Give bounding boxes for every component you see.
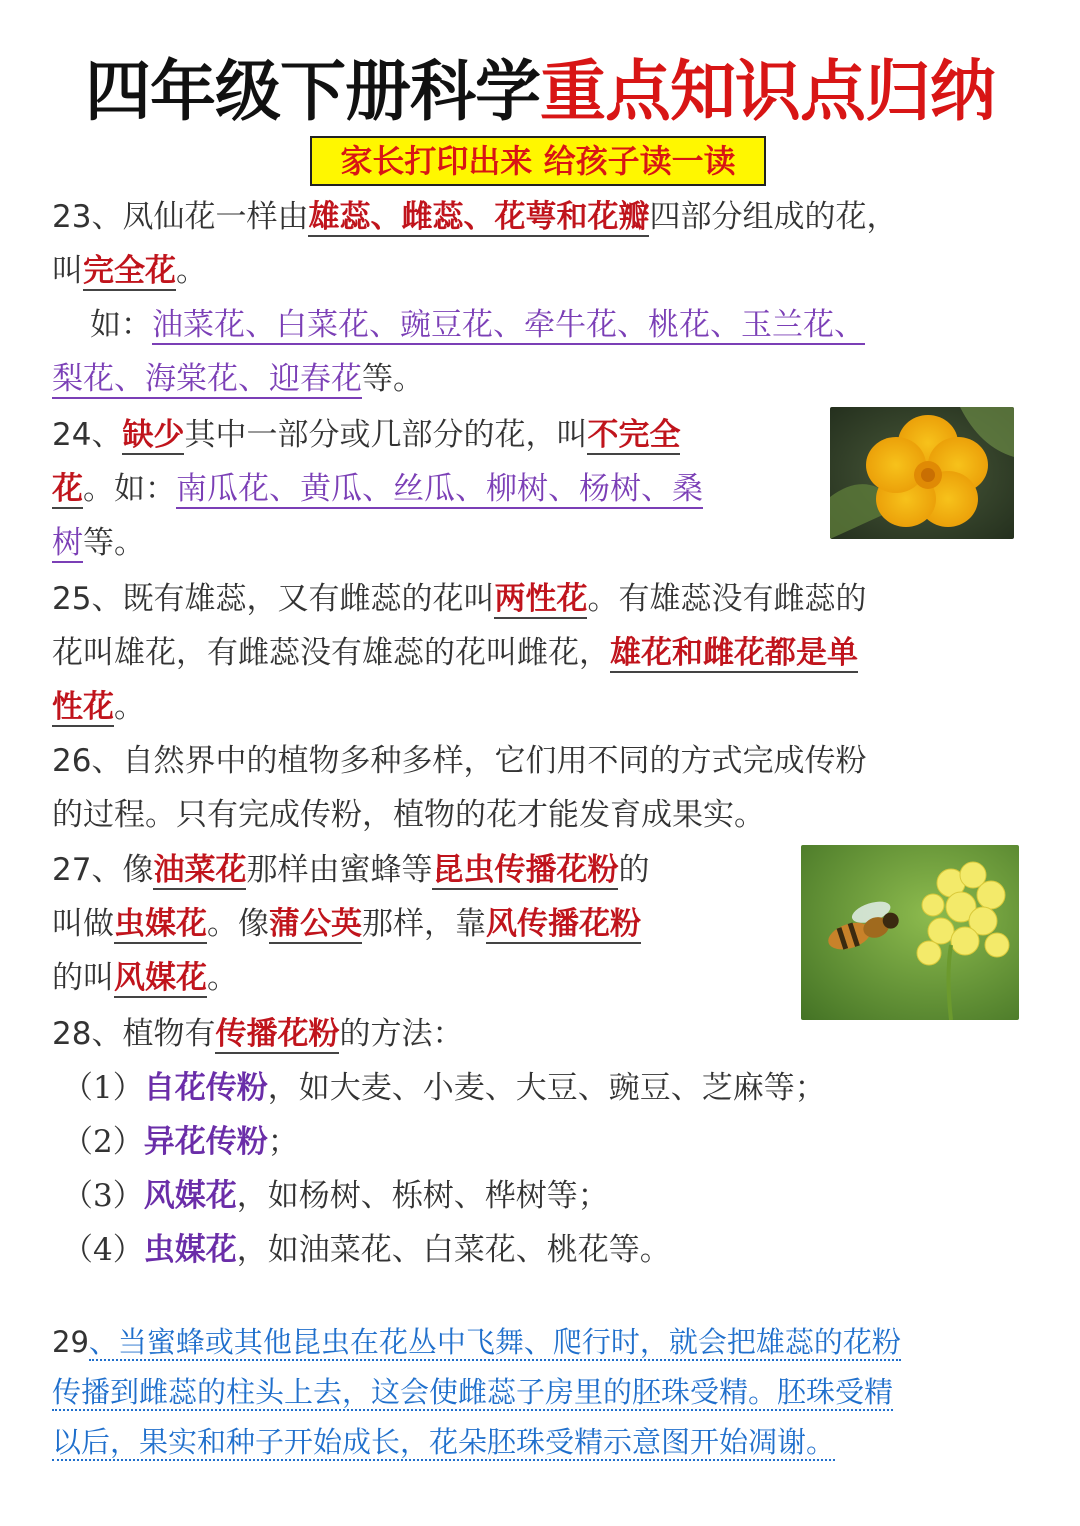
key-term: 风媒花: [114, 960, 207, 996]
example-list: 油菜花、白菜花、豌豆花、牵牛花、桃花、玉兰花、: [152, 307, 865, 343]
example-list: 树: [52, 525, 83, 561]
title-red: 重点知识点归纳: [540, 53, 995, 130]
pumpkin-flower-icon: [830, 407, 1014, 539]
example-list: 南瓜花、黄瓜、丝瓜、柳树、杨树、桑: [176, 471, 703, 507]
point-27: 27、像油菜花那样由蜜蜂等昆虫传播花粉的 叫做虫媒花。像蒲公英那样，靠风传播花粉 的叫风媒花。: [52, 852, 650, 996]
method-item: （2）异花传粉；: [62, 1124, 299, 1160]
key-term: 缺少: [122, 417, 185, 453]
key-term: 昆虫传播花粉: [432, 852, 619, 888]
key-term: 两性花: [494, 581, 588, 617]
key-term: 雄蕊、雌蕊、花萼和花瓣: [308, 199, 650, 235]
bee-icon: [801, 845, 1019, 1020]
method-item: （3）风媒花，如杨树、栎树、桦树等；: [62, 1178, 609, 1214]
key-term: 虫媒花: [114, 906, 207, 942]
key-term: 传播花粉: [215, 1016, 340, 1052]
key-term: 不完全: [587, 417, 681, 453]
point-26: 26、自然界中的植物多种多样，它们用不同的方式完成传粉 的过程。只有完成传粉，植物的花才能发育成果实。: [52, 743, 867, 833]
key-term: 性花: [52, 689, 114, 725]
point-23: 23、凤仙花一样由雄蕊、雌蕊、花萼和花瓣四部分组成的花， 叫完全花。 如：油菜花、白菜花、豌豆花、牵牛花、桃花、玉兰花、 梨花、海棠花、迎春花等。: [52, 199, 898, 397]
subtitle-banner: 家长打印出来 给孩子读一读: [310, 136, 766, 186]
point-25: 25、既有雄蕊，又有雌蕊的花叫两性花。有雄蕊没有雌蕊的 花叫雄花，有雌蕊没有雄蕊的花叫雌花，雄花和雌花都是单 性花。: [52, 581, 867, 725]
key-term: 花: [52, 471, 83, 507]
key-term: 完全花: [83, 253, 176, 289]
method-item: （4）虫媒花，如油菜花、白菜花、桃花等。: [62, 1232, 671, 1268]
example-list: 梨花、海棠花、迎春花: [52, 361, 362, 397]
bee-flower-photo: [801, 845, 1019, 1020]
point-29: 29、当蜜蜂或其他昆虫在花丛中飞舞、爬行时，就会把雄蕊的花粉 传播到雌蕊的柱头上去，这会使雌蕊子房里的胚珠受精。胚珠受精 以后，果实和种子开始成长，花朵胚珠受精示意图开始凋谢。: [52, 1325, 901, 1459]
method-item: （1）自花传粉，如大麦、小麦、大豆、豌豆、芝麻等；: [62, 1070, 826, 1106]
point-24: 24、缺少其中一部分或几部分的花，叫不完全 花。如：南瓜花、黄瓜、丝瓜、柳树、杨树、桑 树等。: [52, 417, 703, 561]
point-28: 28、植物有传播花粉的方法：: [52, 1016, 464, 1052]
key-term: 油菜花: [153, 852, 247, 888]
page-title: [0, 52, 1080, 132]
key-term: 蒲公英: [269, 906, 362, 942]
title-black: 四年级下册科学: [85, 53, 540, 130]
key-term: 雄花和雌花都是单: [610, 635, 858, 671]
pumpkin-flower-photo: [830, 407, 1014, 539]
key-term: 风传播花粉: [486, 906, 641, 942]
